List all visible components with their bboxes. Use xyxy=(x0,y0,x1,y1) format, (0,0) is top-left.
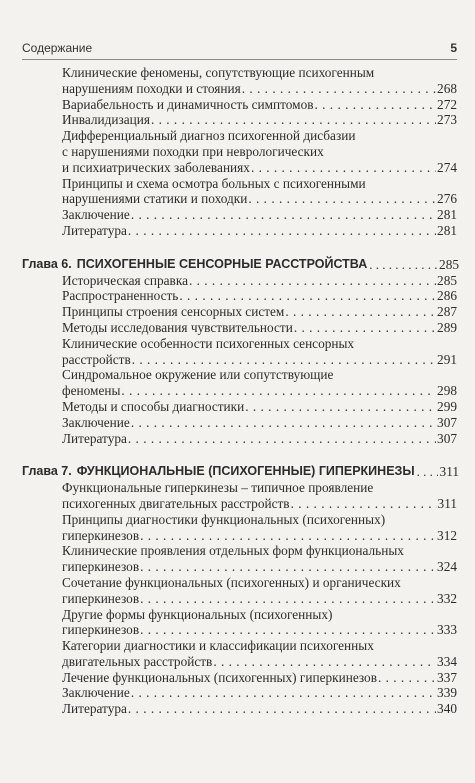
leader-dots xyxy=(242,81,436,97)
chapter-heading[interactable] xyxy=(22,257,459,273)
leader-dots xyxy=(245,399,436,415)
entry-page: 312 xyxy=(437,527,457,543)
section-gap xyxy=(22,446,459,464)
entry-last-line xyxy=(62,496,457,512)
toc-entry[interactable] xyxy=(62,304,459,320)
toc-entry[interactable] xyxy=(62,543,459,575)
entry-page: 337 xyxy=(437,669,457,685)
toc-entry[interactable] xyxy=(62,415,459,431)
toc-entry[interactable] xyxy=(62,112,459,128)
entry-text-line: Клинические феномены, сопутствующие психогенным xyxy=(62,65,375,80)
leader-dots xyxy=(189,273,436,289)
toc-entry[interactable] xyxy=(62,320,459,336)
leader-dots xyxy=(140,528,436,544)
toc-entry[interactable] xyxy=(62,128,459,175)
entry-text-line: феномены xyxy=(62,383,121,399)
entry-text-line: Историческая справка xyxy=(62,272,188,288)
entry-text-line: гиперкинезов xyxy=(62,559,140,575)
entry-text-line: и психиатрических заболеваниях xyxy=(62,159,250,175)
entry-page: 307 xyxy=(437,414,457,430)
entry-last-line xyxy=(62,304,457,320)
entry-last-line xyxy=(62,622,457,638)
entry-last-line xyxy=(62,559,457,575)
toc-entry[interactable] xyxy=(62,176,459,208)
entry-text-line: двигательных расстройств xyxy=(62,653,213,669)
chapter-heading[interactable] xyxy=(22,464,459,480)
entry-last-line xyxy=(62,654,457,670)
entry-last-line xyxy=(62,191,457,207)
section-gap xyxy=(22,239,459,257)
entry-last-line xyxy=(62,97,457,113)
toc-entry[interactable] xyxy=(62,97,459,113)
chapter-page: 311 xyxy=(439,464,459,480)
entry-page: 273 xyxy=(437,112,457,128)
entry-text-line: с нарушениями походки при неврологических xyxy=(62,143,324,159)
entry-page: 299 xyxy=(437,398,457,414)
toc-entry[interactable] xyxy=(62,65,459,97)
entry-page: 291 xyxy=(437,351,457,367)
entry-last-line xyxy=(62,415,457,431)
entry-page: 281 xyxy=(437,207,457,223)
entry-text-line: Заключение xyxy=(62,207,130,223)
entry-last-line xyxy=(62,399,457,415)
leader-dots xyxy=(131,207,436,223)
toc-entry[interactable] xyxy=(62,638,459,670)
entry-text-line: Синдромальное окружение или сопутствующие xyxy=(62,367,334,383)
entry-text-line: Заключение xyxy=(62,414,130,430)
entry-text-line: Клинические проявления отдельных форм функциональных xyxy=(62,543,404,559)
entry-last-line xyxy=(62,112,457,128)
leader-dots xyxy=(132,352,436,368)
toc-entry[interactable] xyxy=(62,480,459,512)
table-of-contents xyxy=(22,65,459,717)
leader-dots xyxy=(140,622,436,638)
entry-text-line: нарушениями статики и походки xyxy=(62,191,248,207)
leader-dots xyxy=(179,288,436,304)
header-rule xyxy=(22,59,457,60)
entry-text-line: Методы и способы диагностики xyxy=(62,398,245,414)
entry-last-line xyxy=(62,273,457,289)
entry-page: 287 xyxy=(437,304,457,320)
entry-page: 311 xyxy=(437,495,457,511)
entry-page: 333 xyxy=(437,622,457,638)
entry-last-line xyxy=(62,352,457,368)
entry-page: 298 xyxy=(437,383,457,399)
leader-dots xyxy=(140,559,436,575)
entry-last-line xyxy=(62,431,457,447)
entry-text-line: гиперкинезов xyxy=(62,622,140,638)
leader-dots xyxy=(315,97,437,113)
toc-entry[interactable] xyxy=(62,685,459,701)
leader-dots xyxy=(251,160,436,176)
entry-last-line xyxy=(62,81,457,97)
chapter-page: 285 xyxy=(439,256,459,272)
entry-last-line xyxy=(62,591,457,607)
toc-entry[interactable] xyxy=(62,273,459,289)
entry-page: 276 xyxy=(437,191,457,207)
leader-dots xyxy=(417,464,438,480)
leader-dots xyxy=(285,304,436,320)
entry-page: 274 xyxy=(437,159,457,175)
entry-text-line: психогенных двигательных расстройств xyxy=(62,495,290,511)
entry-text-line: Принципы диагностики функциональных (психогенных) xyxy=(62,511,386,527)
leader-dots xyxy=(213,654,436,670)
entry-last-line xyxy=(62,685,457,701)
leader-dots xyxy=(294,320,436,336)
entry-text-line: Принципы строения сенсорных систем xyxy=(62,304,285,320)
entry-last-line xyxy=(62,320,457,336)
entry-text-line: Методы исследования чувствительности xyxy=(62,319,293,335)
entry-last-line xyxy=(62,207,457,223)
entry-last-line xyxy=(62,528,457,544)
entry-page: 339 xyxy=(437,685,457,701)
header-title: Содержание xyxy=(22,41,93,55)
leader-dots xyxy=(128,431,436,447)
entry-text-line: Распространенность xyxy=(62,288,179,304)
leader-dots xyxy=(128,223,436,239)
entry-last-line xyxy=(62,223,457,239)
entry-text-line: Заключение xyxy=(62,685,130,701)
entry-text-line: гиперкинезов xyxy=(62,527,140,543)
entry-text-line: Функциональные гиперкинезы – типичное проявление xyxy=(62,480,374,496)
entry-last-line xyxy=(62,383,457,399)
entry-text-line: гиперкинезов xyxy=(62,590,140,606)
toc-entry[interactable] xyxy=(62,336,459,368)
leader-dots xyxy=(248,191,436,207)
chapter-title: ФУНКЦИОНАЛЬНЫЕ (ПСИХОГЕННЫЕ) ГИПЕРКИНЕЗЫ xyxy=(76,464,415,479)
entry-page: 289 xyxy=(437,319,457,335)
entry-text-line: расстройств xyxy=(62,351,131,367)
entry-text-line: нарушениям походки и стояния xyxy=(62,80,241,96)
entry-page: 334 xyxy=(437,653,457,669)
toc-entry[interactable] xyxy=(62,223,459,239)
toc-entry[interactable] xyxy=(62,288,459,304)
entry-page: 285 xyxy=(437,272,457,288)
entry-page: 281 xyxy=(437,222,457,238)
entry-page: 332 xyxy=(437,590,457,606)
toc-entry[interactable] xyxy=(62,399,459,415)
toc-entry[interactable] xyxy=(62,431,459,447)
entry-page: 324 xyxy=(437,559,457,575)
entry-text-line: Сочетание функциональных (психогенных) и органических xyxy=(62,574,401,590)
entry-text-line: Категории диагностики и классификации психогенных xyxy=(62,638,374,654)
chapter-number: Глава 6. xyxy=(22,256,72,271)
entry-page: 268 xyxy=(437,80,457,96)
entry-text-line: Принципы и схема осмотра больных с психогенными xyxy=(62,175,366,191)
toc-entry[interactable] xyxy=(62,701,459,717)
toc-entry[interactable] xyxy=(62,575,459,607)
toc-entry[interactable] xyxy=(62,512,459,544)
entry-text-line: Другие формы функциональных (психогенных) xyxy=(62,606,333,622)
entry-text-line: Литература xyxy=(62,701,127,717)
entry-text-line: Лечение функциональных (психогенных) гиперкинезов xyxy=(62,669,377,685)
entry-last-line xyxy=(62,701,457,717)
leader-dots xyxy=(291,496,437,512)
entry-last-line xyxy=(62,160,457,176)
toc-entry[interactable] xyxy=(62,607,459,639)
entry-page: 286 xyxy=(437,288,457,304)
entry-text-line: Инвалидизация xyxy=(62,112,150,128)
toc-entry[interactable] xyxy=(62,367,459,399)
entry-page: 340 xyxy=(437,701,457,717)
chapter-number: Глава 7. xyxy=(22,464,72,479)
leader-dots xyxy=(131,685,436,701)
leader-dots xyxy=(369,257,437,273)
entry-text-line: Литература xyxy=(62,222,127,238)
entry-text-line: Вариабельность и динамичность симптомов xyxy=(62,96,314,112)
running-header xyxy=(22,41,457,57)
leader-dots xyxy=(140,591,436,607)
page-number: 5 xyxy=(450,41,457,55)
entry-text-line: Литература xyxy=(62,430,127,446)
toc-entry[interactable] xyxy=(62,670,459,686)
leader-dots xyxy=(121,383,436,399)
leader-dots xyxy=(128,701,436,717)
entry-last-line xyxy=(62,288,457,304)
leader-dots xyxy=(378,670,436,686)
entry-text-line: Дифференциальный диагноз психогенной дисбазии xyxy=(62,128,356,144)
entry-page: 272 xyxy=(437,96,457,112)
chapter-title: ПСИХОГЕННЫЕ СЕНСОРНЫЕ РАССТРОЙСТВА xyxy=(76,256,368,271)
leader-dots xyxy=(151,112,436,128)
entry-page: 307 xyxy=(437,430,457,446)
entry-text-line: Клинические особенности психогенных сенсорных xyxy=(62,335,355,351)
entry-last-line xyxy=(62,670,457,686)
toc-entry[interactable] xyxy=(62,207,459,223)
leader-dots xyxy=(131,415,436,431)
